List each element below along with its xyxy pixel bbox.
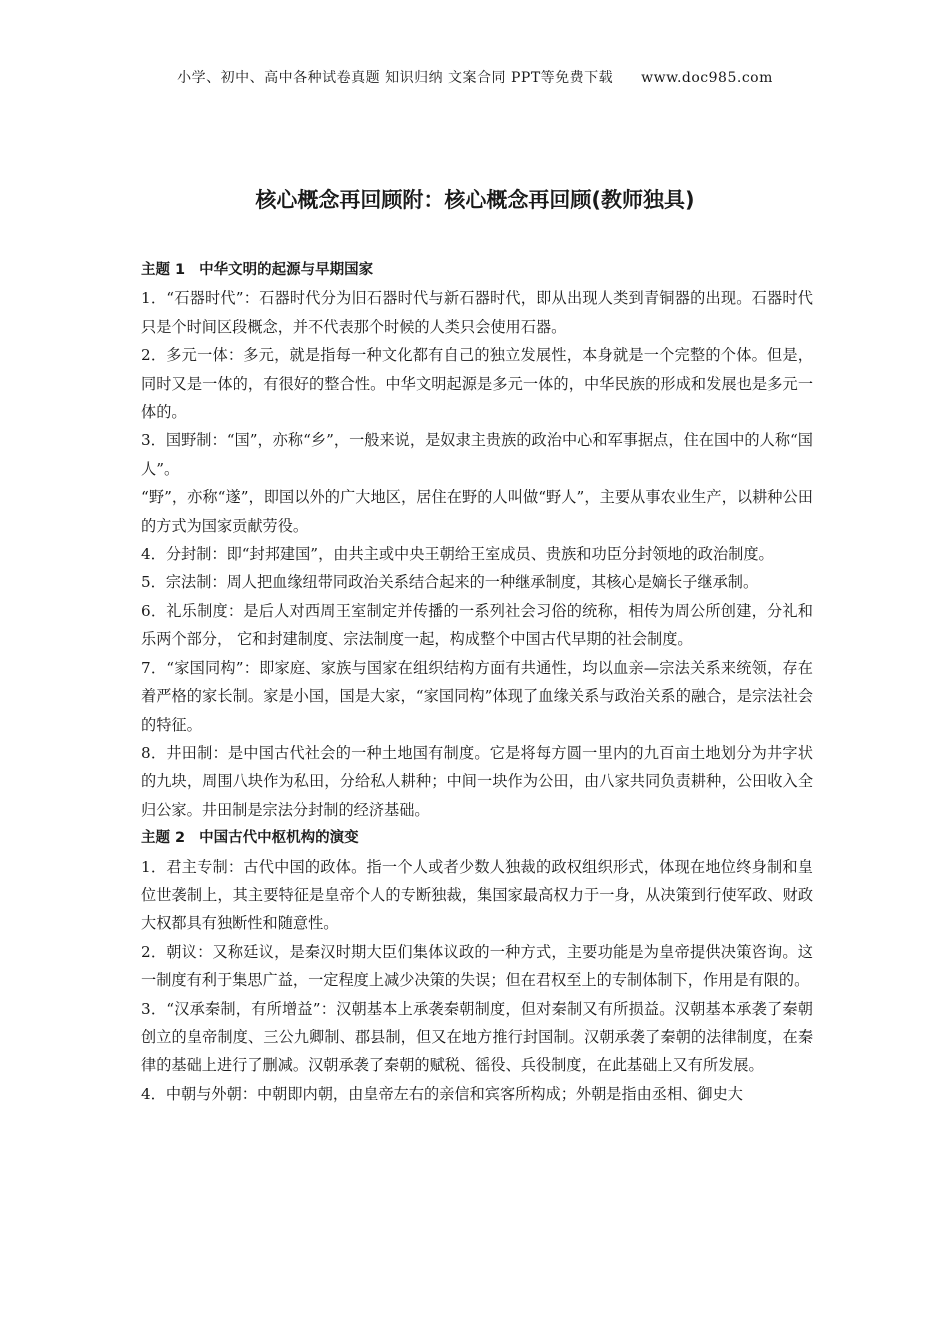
- header-text: 小学、初中、高中各种试卷真题 知识归纳 文案合同 PPT等免费下载: [177, 70, 614, 86]
- paragraph: 8．井田制：是中国古代社会的一种土地国有制度。它是将每方圆一里内的九百亩土地划分为井字状的九块，周围八块作为私田，分给私人耕种；中间一块作为公田，由八家共同负责耕种，公田收入全归公家。井田制是宗法分封制的经济基础。: [141, 743, 813, 819]
- paragraph: 2．朝议：又称廷议，是秦汉时期大臣们集体议政的一种方式，主要功能是为皇帝提供决策咨询。这一制度有利于集思广益，一定程度上减少决策的失误；但在君权至上的专制体制下，作用是有限的。: [141, 942, 813, 990]
- topic-name: 中国古代中枢机构的演变: [199, 830, 359, 847]
- topic-heading: [141, 256, 813, 284]
- topic-number: 主题 1: [141, 262, 186, 278]
- topic-name: 中华文明的起源与早期国家: [199, 262, 374, 278]
- header-site-link[interactable]: www.doc985.com: [641, 70, 773, 86]
- paragraph: 4．分封制：即“封邦建国”，由共主或中央王朝给王室成员、贵族和功臣分封领地的政治制度。: [141, 545, 774, 564]
- paragraph: “野”，亦称“遂”，即国以外的广大地区，居住在野的人叫做“野人”，主要从事农业生产，以耕种公田的方式为国家贡献劳役。: [141, 488, 813, 535]
- document-body: [141, 256, 813, 1108]
- paragraph: 4．中朝与外朝：中朝即内朝，由皇帝左右的亲信和宾客所构成；外朝是指由丞相、御史大: [141, 1084, 743, 1103]
- paragraph: 5．宗法制：周人把血缘纽带同政治关系结合起来的一种继承制度，其核心是嫡长子继承制。: [141, 573, 759, 592]
- paragraph: 3．“汉承秦制，有所增益”：汉朝基本上承袭秦朝制度，但对秦制又有所损益。汉朝基本承袭了秦朝创立的皇帝制度、三公九卿制、郡县制，但又在地方推行封国制。汉朝承袭了秦朝的法律制度，在秦律的基础上进行了删减。汉朝承袭了秦朝的赋税、徭役、兵役制度，在此基础上又有所发展。: [141, 999, 813, 1075]
- topic-number: 主题 2: [141, 830, 186, 847]
- paragraph: 6．礼乐制度：是后人对西周王室制定并传播的一系列社会习俗的统称，相传为周公所创建，分礼和乐两个部分， 它和封建制度、宗法制度一起，构成整个中国古代早期的社会制度。: [141, 601, 813, 649]
- paragraph: 7．“家国同构”：即家庭、家族与国家在组织结构方面有共通性，均以血亲—宗法关系来统领，存在着严格的家长制。家是小国，国是大家，“家国同构”体现了血缘关系与政治关系的融合，是宗法社会的特征。: [141, 658, 813, 734]
- paragraph: 2．多元一体：多元，就是指每一种文化都有自己的独立发展性，本身就是一个完整的个体。但是，同时又是一体的，有很好的整合性。中华文明起源是多元一体的，中华民族的形成和发展也是多元一体的。: [141, 346, 813, 422]
- paragraph: 1．“石器时代”：石器时代分为旧石器时代与新石器时代，即从出现人类到青铜器的出现。石器时代只是个时间区段概念，并不代表那个时候的人类只会使用石器。: [141, 289, 813, 336]
- paragraph: 3．国野制：“国”，亦称“乡”，一般来说，是奴隶主贵族的政治中心和军事据点，住在国中的人称“国人”。: [141, 431, 813, 478]
- document-title: 核心概念再回顾附：核心概念再回顾(教师独具): [255, 188, 695, 212]
- topic-heading: [141, 824, 813, 852]
- page-header: [0, 67, 950, 87]
- paragraph: 1．君主专制：古代中国的政体。指一个人或者少数人独裁的政权组织形式，体现在地位终身制和皇位世袭制上，其主要特征是皇帝个人的专断独裁，集国家最高权力于一身，从决策到行使军政、财政大权都具有独断性和随意性。: [141, 857, 813, 933]
